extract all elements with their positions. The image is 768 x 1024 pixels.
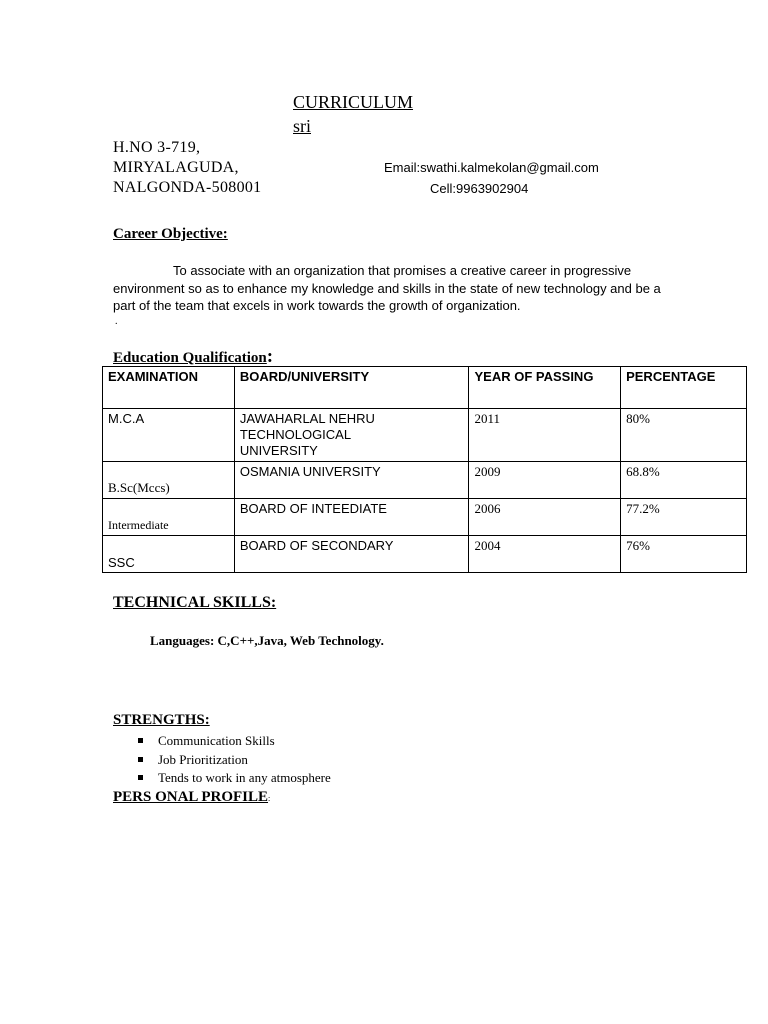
cell-board: JAWAHARLAL NEHRU TECHNOLOGICAL UNIVERSITY (234, 409, 469, 462)
stray-dot: . (115, 316, 118, 327)
list-item (113, 769, 331, 788)
email-text: Email:swathi.kalmekolan@gmail.com (384, 160, 599, 175)
address-line-3: NALGONDA-508001 (113, 179, 262, 196)
career-objective-text (113, 262, 673, 315)
column-header-percentage: PERCENTAGE (621, 367, 747, 409)
cell-percent: 68.8% (621, 462, 747, 499)
cell-year: 2011 (469, 409, 621, 462)
table-row (103, 409, 747, 462)
cell-board: BOARD OF SECONDARY (234, 536, 469, 573)
career-objective-heading: Career Objective: (113, 226, 228, 242)
education-table (102, 366, 747, 573)
square-bullet-icon (138, 738, 143, 743)
cell-percent: 76% (621, 536, 747, 573)
personal-profile-heading (113, 789, 270, 806)
education-heading-text: Education Qualification (113, 350, 267, 366)
column-header-examination: EXAMINATION (103, 367, 235, 409)
strengths-list (113, 732, 331, 788)
table-row (103, 499, 747, 536)
cell-percent: 80% (621, 409, 747, 462)
cell-text: Cell:9963902904 (430, 181, 529, 196)
education-heading (113, 346, 273, 368)
square-bullet-icon (138, 775, 143, 780)
column-header-year: YEAR OF PASSING (469, 367, 621, 409)
column-header-board: BOARD/UNIVERSITY (234, 367, 469, 409)
cell-year: 2009 (469, 462, 621, 499)
table-header-row (103, 367, 747, 409)
strength-label: Communication Skills (158, 733, 275, 748)
strengths-heading: STRENGTHS: (113, 712, 210, 728)
address-line-1: H.NO 3-719, (113, 139, 201, 156)
strength-label: Job Prioritization (158, 751, 248, 767)
document-title: CURRICULUM (293, 92, 414, 112)
personal-profile-colon: : (268, 794, 271, 803)
candidate-name: sri (293, 116, 311, 136)
cell-exam: SSC (103, 536, 235, 573)
technical-skills-heading: TECHNICAL SKILLS: (113, 594, 277, 611)
list-item (113, 732, 331, 751)
cell-exam: Intermediate (103, 499, 235, 536)
cell-year: 2006 (469, 499, 621, 536)
cell-percent: 77.2% (621, 499, 747, 536)
personal-profile-text: PERS ONAL PROFILE (113, 789, 269, 805)
address-line-2: MIRYALAGUDA, (113, 159, 239, 176)
education-heading-colon: : (266, 346, 274, 367)
cell-exam: M.C.A (103, 409, 235, 462)
square-bullet-icon (138, 757, 143, 762)
cell-board: BOARD OF INTEEDIATE (234, 499, 469, 536)
cell-board: OSMANIA UNIVERSITY (234, 462, 469, 499)
strength-label: Tends to work in any atmosphere (158, 770, 331, 785)
cell-year: 2004 (469, 536, 621, 573)
list-item (113, 751, 331, 770)
career-objective-body: To associate with an organization that promises a creative career in progressive environment so as to enhance my knowledge and skills in the state of new technology and be a part of the team that excels in work towards the growth of organization. (113, 263, 661, 313)
table-row (103, 536, 747, 573)
languages-text: Languages: C,C++,Java, Web Technology. (150, 633, 384, 648)
cell-exam: B.Sc(Mccs) (103, 462, 235, 499)
table-row (103, 462, 747, 499)
